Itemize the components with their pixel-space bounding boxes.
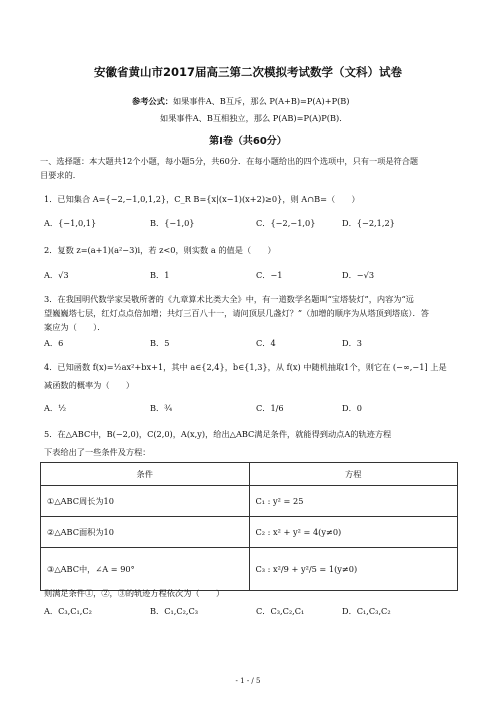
q2-stem: 2．复数 z=(a+1)(a²−3)i，若 z<0，则实数 a 的值是（ ） bbox=[44, 245, 276, 255]
table-row bbox=[41, 486, 458, 517]
q2-option-a: A．√3 bbox=[44, 270, 69, 280]
table-cell-equation: C₃ : x²/9 + y²/5 = 1(y≠0) bbox=[249, 548, 458, 591]
q3-option-b: B．5 bbox=[150, 338, 170, 348]
intro-line2: 目要求的． bbox=[40, 170, 81, 180]
q5-option-a: A．C₃,C₁,C₂ bbox=[44, 606, 92, 616]
q3-option-a: A．6 bbox=[44, 338, 64, 348]
q1-option-a: A．{−1,0,1} bbox=[44, 218, 97, 228]
ref-label-text: 参考公式： bbox=[132, 96, 173, 106]
table-header-equation: 方程 bbox=[249, 463, 458, 486]
table-cell-condition: ③△ABC中，∠A = 90° bbox=[41, 548, 250, 591]
ref-line1: 如果事件A、B互斥，那么 P(A+B)=P(A)+P(B) bbox=[172, 96, 350, 106]
q4-option-b: B．¾ bbox=[150, 403, 173, 413]
q3-line1: 3．在我国明代数学家吴敬所著的《九章算术比类大全》中，有一道数学名题叫“宝塔装灯”，内容为“远 bbox=[44, 294, 414, 304]
table-cell-equation: C₁ : y² = 25 bbox=[249, 486, 458, 517]
q4-line1: 4．已知函数 f(x)=½ax²+bx+1，其中 a∈{2,4}，b∈{1,3}，从 f(x) 中随机抽取1个，则它在 (−∞,−1] 上是 bbox=[44, 362, 447, 372]
q3-line3: 案应为（ ）． bbox=[44, 322, 106, 332]
q1-option-d: D．{−2,1,2} bbox=[342, 218, 395, 228]
q3-option-c: C．4 bbox=[256, 338, 276, 348]
q4-option-a: A．½ bbox=[44, 403, 67, 413]
q4-line2: 减函数的概率为（ ） bbox=[44, 380, 135, 390]
page-number: - 1 - / 5 bbox=[235, 677, 261, 685]
conditions-table bbox=[40, 462, 458, 591]
table-cell-equation: C₂ : x² + y² = 4(y≠0) bbox=[249, 517, 458, 548]
q4-option-c: C．1/6 bbox=[256, 403, 284, 413]
q3-option-d: D．3 bbox=[342, 338, 362, 348]
ref-line2: 如果事件A、B互相独立，那么 P(AB)=P(A)P(B)． bbox=[160, 113, 348, 123]
exam-title: 安徽省黄山市2017届高三第二次模拟考试数学（文科）试卷 bbox=[93, 65, 402, 79]
q1-option-b: B．{−1,0} bbox=[150, 218, 195, 228]
table-cell-condition: ①△ABC周长为10 bbox=[41, 486, 250, 517]
q3-line2: 望巍巍塔七层，红灯点点倍加增；共灯三百八十一，请问顶层几盏灯？”（加增的顺序为从塔顶到塔底）．答 bbox=[44, 308, 429, 318]
q5-option-c: C．C₃,C₂,C₁ bbox=[256, 606, 305, 616]
section-title: 第Ⅰ卷（共60分） bbox=[209, 136, 287, 147]
table-row bbox=[41, 517, 458, 548]
q5-line2: 下表给出了一些条件及方程： bbox=[44, 447, 151, 457]
q2-option-b: B．1 bbox=[150, 270, 170, 280]
q5-option-b: B．C₁,C₂,C₃ bbox=[150, 606, 199, 616]
q1-option-c: C．{−2,−1,0} bbox=[256, 218, 316, 228]
q5-option-d: D．C₁,C₃,C₂ bbox=[342, 606, 391, 616]
ref-label bbox=[132, 96, 350, 107]
q2-option-d: D．−√3 bbox=[342, 270, 375, 280]
q5-line1: 5．在△ABC中，B(−2,0)，C(2,0)，A(x,y)，给出△ABC满足条件，就能得到动点A的轨迹方程 bbox=[44, 429, 392, 439]
q4-option-d: D．0 bbox=[342, 403, 362, 413]
table-header-row bbox=[41, 463, 458, 486]
table-row bbox=[41, 548, 458, 591]
q2-option-c: C．−1 bbox=[256, 270, 283, 280]
q1-stem: 1．已知集合 A={−2,−1,0,1,2}，C_R B={x|(x−1)(x+2)≥0}，则 A∩B=（ ） bbox=[44, 194, 360, 204]
table-cell-condition: ②△ABC面积为10 bbox=[41, 517, 250, 548]
table-header-condition: 条件 bbox=[41, 463, 250, 486]
q5-after: 则满足条件①，②，③的轨迹方程依次为（ ） bbox=[44, 588, 225, 598]
intro-line1: 一、选择题：本大题共12个小题，每小题5分，共60分．在每小题给出的四个选项中，只有一项是符合题 bbox=[40, 156, 419, 166]
